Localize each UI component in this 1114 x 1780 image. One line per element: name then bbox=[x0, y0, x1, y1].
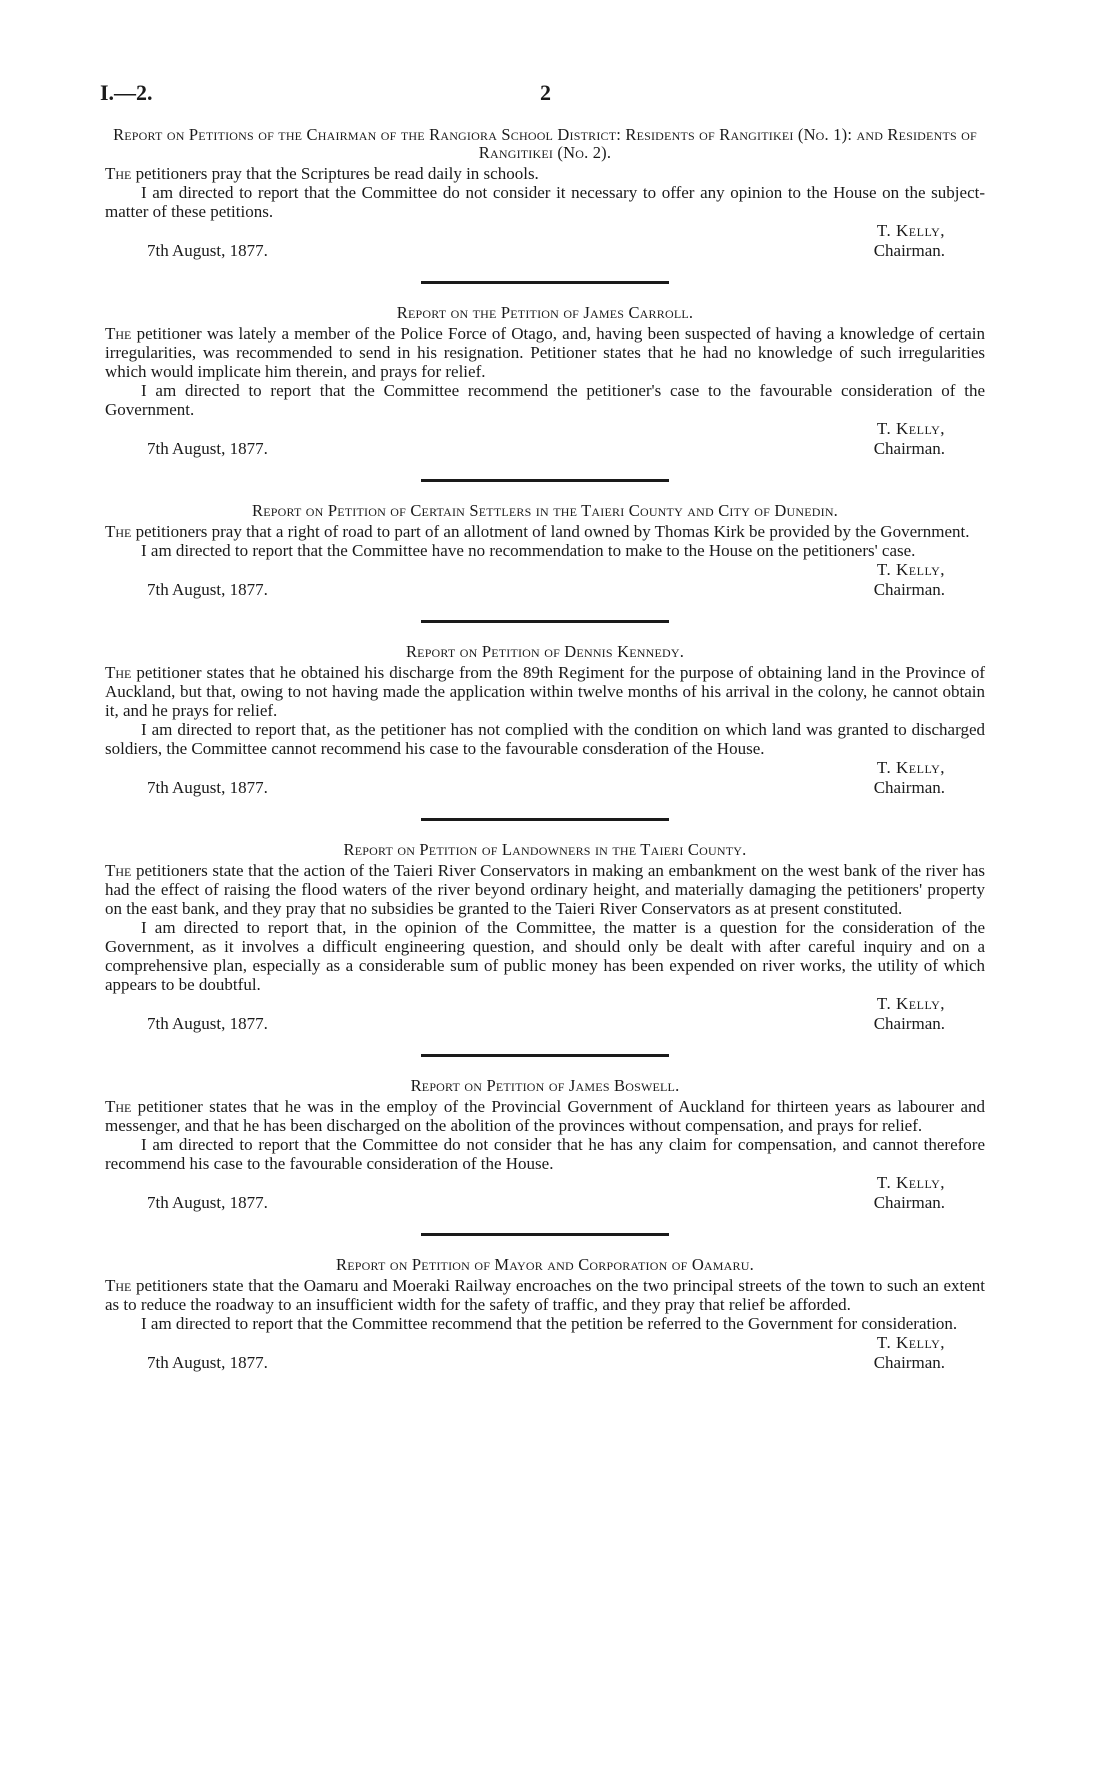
report-date: 7th August, 1877. bbox=[147, 439, 268, 458]
report-section bbox=[105, 1256, 985, 1375]
section-divider bbox=[421, 1054, 669, 1057]
lead-word: The bbox=[105, 164, 132, 183]
lead-word: The bbox=[105, 663, 132, 682]
petition-summary bbox=[105, 861, 985, 918]
signatory-role: Chairman. bbox=[873, 1014, 945, 1033]
signatory-role: Chairman. bbox=[873, 1353, 945, 1372]
section-divider bbox=[421, 479, 669, 482]
petition-summary bbox=[105, 522, 985, 541]
petition-body: petitioners pray that a right of road to part of an allotment of land owned by Thomas Kirk be provided by the Government. bbox=[131, 522, 970, 541]
report-section bbox=[105, 502, 985, 602]
signature-block bbox=[105, 419, 985, 461]
lead-word: The bbox=[105, 861, 132, 880]
report-date: 7th August, 1877. bbox=[147, 1193, 268, 1212]
page-header bbox=[100, 80, 1000, 110]
section-divider bbox=[421, 281, 669, 284]
report-section bbox=[105, 1077, 985, 1215]
signatory-role: Chairman. bbox=[873, 241, 945, 260]
page-id: I.—2. bbox=[100, 80, 153, 105]
report-date: 7th August, 1877. bbox=[147, 580, 268, 599]
petition-body: petitioners state that the action of the Taieri River Conservators in making an embankment on the west bank of the river has had the effect of raising the flood waters of the river beyond ordinary height, and materially damaging the petitioners' property on the east bank, and they pray that no subsidies be granted to the Taieri River Conservators as at present constituted. bbox=[105, 861, 985, 918]
page-number: 2 bbox=[540, 80, 551, 105]
petition-summary bbox=[105, 324, 985, 381]
document-body bbox=[105, 126, 985, 1375]
lead-word: The bbox=[105, 1097, 132, 1116]
committee-direction: I am directed to report that the Committee do not consider that he has any claim for compensation, and cannot therefore recommend his case to the favourable consideration of the House. bbox=[105, 1135, 985, 1173]
committee-direction: I am directed to report that, as the petitioner has not complied with the condition on which land was granted to discharged soldiers, the Committee cannot recommend his case to the favourable consderation of the House. bbox=[105, 720, 985, 758]
signatory-role: Chairman. bbox=[873, 439, 945, 458]
report-section bbox=[105, 643, 985, 800]
signature-block bbox=[105, 994, 985, 1036]
signatory-role: Chairman. bbox=[873, 1193, 945, 1212]
petition-summary bbox=[105, 1097, 985, 1135]
report-section bbox=[105, 841, 985, 1036]
report-title: Report on Petitions of the Chairman of the Rangiora School District: Residents of Rangitikei (No. 1): and Residents of Rangitikei (No. 2). bbox=[113, 125, 977, 162]
committee-direction: I am directed to report that the Committee recommend the petitioner's case to the favourable consideration of the Government. bbox=[105, 381, 985, 419]
petition-body: petitioner was lately a member of the Police Force of Otago, and, having been suspected of having a knowledge of certain irregularities, was recommended to send in his resignation. Petitioner states that he had no knowledge of such irregularities which would implicate him therein, and prays for relief. bbox=[105, 324, 985, 381]
petition-summary bbox=[105, 1276, 985, 1314]
report-title: Report on the Petition of James Carroll. bbox=[396, 303, 694, 322]
petition-summary bbox=[105, 164, 985, 183]
petition-body: petitioner states that he was in the employ of the Provincial Government of Auckland for thirteen years as labourer and messenger, and that he has been discharged on the abolition of the provinces without compensation, and prays for relief. bbox=[105, 1097, 985, 1135]
report-section bbox=[105, 126, 985, 263]
petition-body: petitioners state that the Oamaru and Moeraki Railway encroaches on the two principal streets of the town to such an extent as to reduce the roadway to an insufficient width for the safety of traffic, and they pray that relief be afforded. bbox=[105, 1276, 985, 1314]
report-date: 7th August, 1877. bbox=[147, 778, 268, 797]
petition-body: petitioner states that he obtained his discharge from the 89th Regiment for the purpose of obtaining land in the Province of Auckland, but that, owing to not having made the application within twelve months of his arrival in the colony, he cannot obtain it, and he prays for relief. bbox=[105, 663, 985, 720]
report-date: 7th August, 1877. bbox=[147, 1353, 268, 1372]
lead-word: The bbox=[105, 324, 132, 343]
petition-summary bbox=[105, 663, 985, 720]
signatory-name: T. Kelly, bbox=[876, 221, 945, 240]
committee-direction: I am directed to report that the Committee do not consider it necessary to offer any opinion to the House on the subject-matter of these petitions. bbox=[105, 183, 985, 221]
signatory-name: T. Kelly, bbox=[876, 560, 945, 579]
lead-word: The bbox=[105, 1276, 132, 1295]
section-divider bbox=[421, 1233, 669, 1236]
committee-direction: I am directed to report that, in the opinion of the Committee, the matter is a question for the consideration of the Government, as it involves a difficult engineering question, and should only be dealt with after careful inquiry and on a comprehensive plan, especially as a considerable sum of public money has been expended on river works, the utility of which appears to be doubtful. bbox=[105, 918, 985, 994]
report-title: Report on Petition of James Boswell. bbox=[410, 1076, 680, 1095]
report-title: Report on Petition of Dennis Kennedy. bbox=[405, 642, 685, 661]
report-date: 7th August, 1877. bbox=[147, 241, 268, 260]
signature-block bbox=[105, 1173, 985, 1215]
signatory-name: T. Kelly, bbox=[876, 1333, 945, 1352]
committee-direction: I am directed to report that the Committee recommend that the petition be referred to the Government for consideration. bbox=[141, 1314, 958, 1333]
lead-word: The bbox=[105, 522, 132, 541]
signatory-name: T. Kelly, bbox=[876, 1173, 945, 1192]
report-title: Report on Petition of Mayor and Corporation of Oamaru. bbox=[336, 1255, 754, 1274]
petition-body: petitioners pray that the Scriptures be read daily in schools. bbox=[131, 164, 539, 183]
section-divider bbox=[421, 620, 669, 623]
signatory-role: Chairman. bbox=[873, 778, 945, 797]
signatory-role: Chairman. bbox=[873, 580, 945, 599]
report-title: Report on Petition of Certain Settlers in the Taieri County and City of Dunedin. bbox=[251, 501, 839, 520]
signature-block bbox=[105, 560, 985, 602]
report-section bbox=[105, 304, 985, 461]
report-date: 7th August, 1877. bbox=[147, 1014, 268, 1033]
signatory-name: T. Kelly, bbox=[876, 419, 945, 438]
signatory-name: T. Kelly, bbox=[876, 758, 945, 777]
signature-block bbox=[105, 1333, 985, 1375]
signature-block bbox=[105, 758, 985, 800]
report-title: Report on Petition of Landowners in the Taieri County. bbox=[343, 840, 747, 859]
signature-block bbox=[105, 221, 985, 263]
section-divider bbox=[421, 818, 669, 821]
committee-direction: I am directed to report that the Committee have no recommendation to make to the House on the petitioners' case. bbox=[141, 541, 916, 560]
signatory-name: T. Kelly, bbox=[876, 994, 945, 1013]
